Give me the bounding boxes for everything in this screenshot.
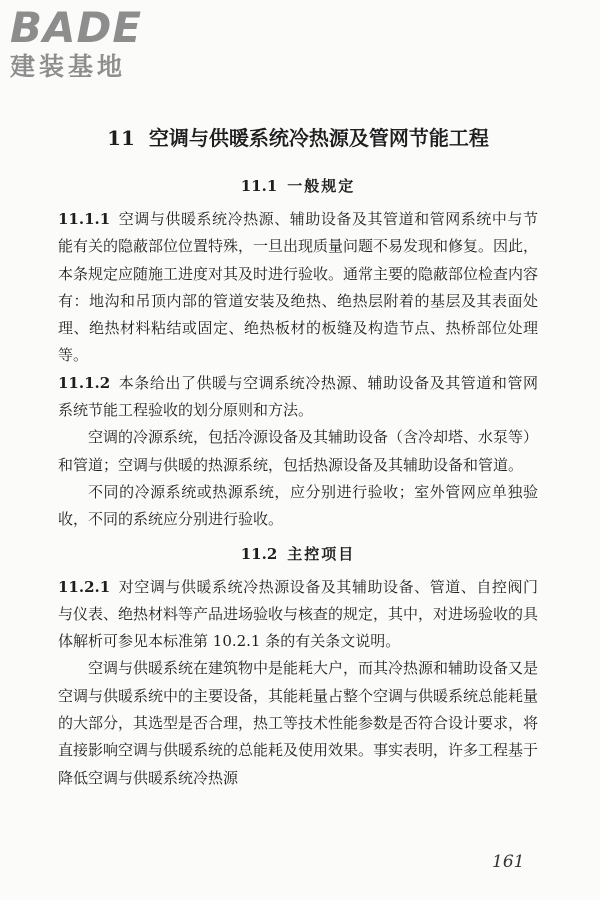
chapter-title xyxy=(58,118,538,158)
clause-number: 11.2.1 xyxy=(58,577,111,596)
clause-paragraph xyxy=(58,206,538,370)
section-heading xyxy=(58,540,538,568)
chapter-title-text: 空调与供暖系统冷热源及管网节能工程 xyxy=(148,126,489,150)
page-number: 161 xyxy=(492,852,525,872)
clause-number: 11.1.2 xyxy=(58,373,111,392)
body-paragraph: 空调与供暖系统在建筑物中是能耗大户，而其冷热源和辅助设备又是空调与供暖系统中的主要设备，其能耗量占整个空调与供暖系统总能耗量的大部分，其选型是否合理，热工等技术性能参数是否符合设计要求，将直接影响空调与供暖系统的总能耗及使用效果。事实表明，许多工程基于降低空调与供暖系统冷热源 xyxy=(58,659,539,787)
section-number: 11.2 xyxy=(240,544,278,563)
section-number: 11.1 xyxy=(240,177,278,195)
logo xyxy=(10,3,180,82)
section-title: 一般规定 xyxy=(287,177,356,195)
body-paragraph: 空调的冷源系统，包括冷源设备及其辅助设备（含冷却塔、水泵等）和管道；空调与供暖的热源系统，包括热源设备及其辅助设备和管道。 xyxy=(58,428,539,474)
section-title: 主控项目 xyxy=(287,544,356,563)
paragraph-text: 对空调与供暖系统冷热源设备及其辅助设备、管道、自控阀门与仪表、绝热材料等产品进场验收与核查的规定，其中，对进场验收的具体解析可参见本标准第 10.2.1 条的有关条文说明。 xyxy=(58,577,539,651)
clause-paragraph xyxy=(58,574,538,656)
logo-subtitle: 建装基地 xyxy=(10,52,127,81)
body-paragraph: 不同的冷源系统或热源系统，应分别进行验收；室外管网应单独验收，不同的系统应分别进行验收。 xyxy=(58,482,538,529)
chapter-number: 11 xyxy=(107,126,135,150)
section-heading xyxy=(58,172,538,200)
clause-number: 11.1.1 xyxy=(58,210,111,228)
page-content xyxy=(58,118,538,792)
logo-wordmark: BADE xyxy=(10,3,143,52)
paragraph-text: 空调与供暖系统冷热源、辅助设备及其管道和管网系统中与节能有关的隐蔽部位位置特殊，一旦出现质量问题不易发现和修复。因此，本条规定应随施工进度对其及时进行验收。通常主要的隐蔽部位检查内容有：地沟和吊顶内部的管道安装及绝热、绝热层附着的基层及其表面处理、绝热材料粘结或固定、绝热板材的板缝及构造节点、热桥部位处理等。 xyxy=(58,210,539,365)
clause-paragraph xyxy=(58,370,538,425)
paragraph-text: 本条给出了供暖与空调系统冷热源、辅助设备及其管道和管网系统节能工程验收的划分原则和方法。 xyxy=(58,373,538,420)
